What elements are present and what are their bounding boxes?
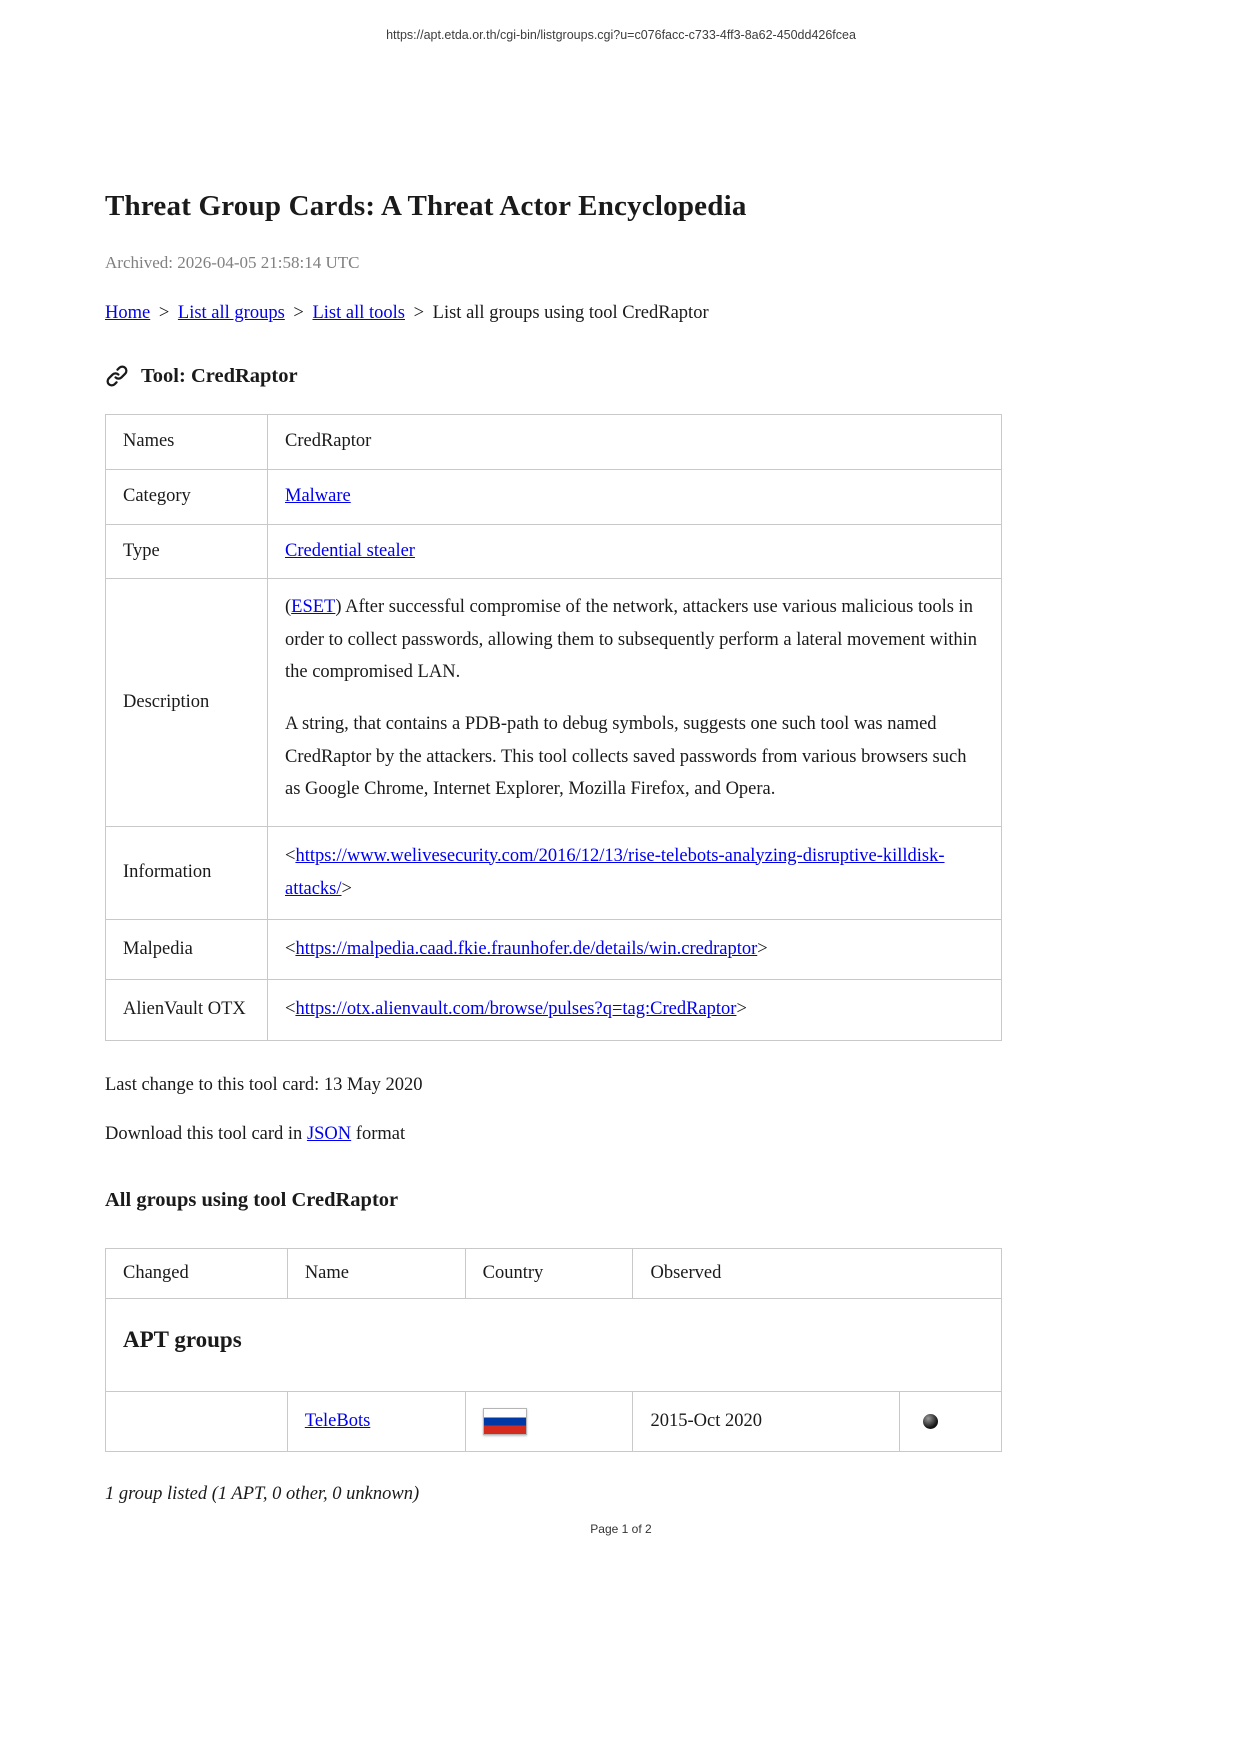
eset-link[interactable]: ESET — [291, 597, 336, 618]
groups-table — [105, 1248, 1002, 1452]
angle-close: > — [736, 999, 747, 1020]
table-row — [106, 524, 1002, 579]
cell-country — [465, 1391, 633, 1451]
category-malware-link[interactable]: Malware — [285, 485, 351, 506]
page-title: Threat Group Cards: A Threat Actor Encyclopedia — [105, 190, 747, 222]
row-value-type — [268, 524, 1002, 579]
tool-card-table — [105, 414, 1002, 1041]
row-value-names: CredRaptor — [268, 415, 1002, 470]
column-header-country: Country — [465, 1248, 633, 1298]
tool-heading — [105, 364, 1002, 388]
column-header-name: Name — [287, 1248, 465, 1298]
tool-heading-text: Tool: CredRaptor — [141, 364, 298, 387]
apt-groups-section-label: APT groups — [106, 1298, 1002, 1391]
row-label-names: Names — [106, 415, 268, 470]
main-content — [105, 190, 1002, 1505]
row-value-description — [268, 579, 1002, 826]
download-json-link[interactable]: JSON — [306, 1123, 352, 1144]
row-value-alienvault-otx — [268, 980, 1002, 1040]
type-credential-stealer-link[interactable]: Credential stealer — [285, 540, 415, 561]
table-row — [106, 920, 1002, 980]
download-suffix: format — [355, 1123, 406, 1144]
russia-flag-icon — [483, 1408, 527, 1435]
column-header-observed: Observed — [633, 1248, 1002, 1298]
otx-url-link[interactable]: https://otx.alienvault.com/browse/pulses?q=tag:CredRaptor — [295, 999, 737, 1020]
link-icon — [105, 364, 129, 388]
description-paragraph-2: A string, that contains a PDB-path to debug symbols, suggests one such tool was named CredRaptor by the attackers. This tool collects saved passwords from various browsers such as Google Chrome, Internet Explorer, Mozilla Firefox, and Opera. — [285, 714, 967, 800]
cell-name — [287, 1391, 465, 1451]
cell-trailing-icon — [900, 1391, 1002, 1451]
paren-open: ( — [285, 597, 292, 618]
groups-heading: All groups using tool CredRaptor — [105, 1188, 399, 1211]
angle-close: > — [341, 878, 352, 899]
angle-close: > — [757, 939, 768, 960]
url-header: https://apt.etda.or.th/cgi-bin/listgroups.cgi?u=c076facc-c733-4ff3-8a62-450dd426fcea — [386, 28, 856, 42]
malpedia-url-link[interactable]: https://malpedia.caad.fkie.fraunhofer.de/details/win.credraptor — [295, 939, 758, 960]
table-row — [106, 415, 1002, 470]
row-label-category: Category — [106, 469, 268, 524]
table-row — [106, 579, 1002, 826]
column-header-changed: Changed — [106, 1248, 288, 1298]
description-paragraph-1-text: ) After successful compromise of the network, attackers use various malicious tools in order to collect passwords, allowing them to subsequently perform a lateral movement within the compromised LAN. — [285, 597, 978, 682]
last-change-note: Last change to this tool card: 13 May 2020 — [105, 1074, 423, 1095]
information-url-link[interactable]: https://www.welivesecurity.com/2016/12/13/rise-telebots-analyzing-disruptive-killdisk-attacks/ — [285, 845, 945, 899]
breadcrumb-list-groups-link[interactable]: List all groups — [177, 303, 285, 323]
breadcrumb — [105, 303, 1002, 324]
breadcrumb-separator: > — [293, 303, 304, 323]
row-value-malpedia — [268, 920, 1002, 980]
table-row — [106, 980, 1002, 1040]
page-number: Page 1 of 2 — [590, 1522, 652, 1536]
breadcrumb-list-tools-link[interactable]: List all tools — [312, 303, 405, 323]
angle-open: < — [285, 939, 296, 960]
table-row — [106, 1391, 1002, 1451]
download-line — [105, 1124, 1002, 1145]
row-label-type: Type — [106, 524, 268, 579]
groups-section-row — [106, 1298, 1002, 1391]
telebots-link[interactable]: TeleBots — [304, 1410, 371, 1431]
cell-observed: 2015-Oct 2020 — [633, 1391, 900, 1451]
row-value-information — [268, 826, 1002, 920]
download-prefix: Download this tool card in — [105, 1123, 303, 1144]
row-value-category — [268, 469, 1002, 524]
row-label-information: Information — [106, 826, 268, 920]
angle-open: < — [285, 845, 296, 866]
breadcrumb-current: List all groups using tool CredRaptor — [432, 303, 709, 323]
breadcrumb-home-link[interactable]: Home — [105, 303, 151, 323]
row-label-malpedia: Malpedia — [106, 920, 268, 980]
row-label-alienvault-otx: AlienVault OTX — [106, 980, 268, 1040]
cell-changed — [106, 1391, 288, 1451]
table-row — [106, 469, 1002, 524]
description-paragraph-1 — [285, 591, 984, 688]
row-label-description: Description — [106, 579, 268, 826]
globe-icon — [923, 1414, 938, 1429]
groups-summary: 1 group listed (1 APT, 0 other, 0 unknown) — [105, 1483, 420, 1504]
breadcrumb-separator: > — [413, 303, 425, 323]
breadcrumb-separator: > — [158, 303, 170, 323]
angle-open: < — [285, 999, 296, 1020]
table-row — [106, 826, 1002, 920]
groups-header-row — [106, 1248, 1002, 1298]
archived-timestamp: Archived: 2026-04-05 21:58:14 UTC — [105, 253, 360, 272]
